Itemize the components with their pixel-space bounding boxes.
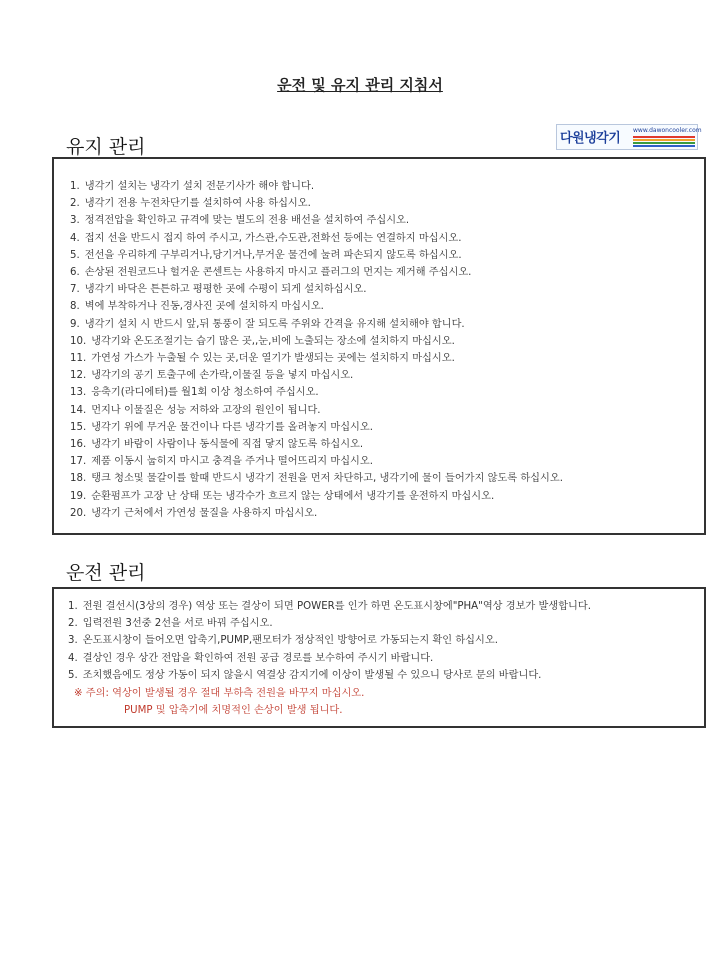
item-text: 먼지나 이물질은 성능 저하와 고장의 원인이 됩니다. xyxy=(91,404,321,416)
item-number: 18. xyxy=(70,473,87,485)
list-item xyxy=(70,470,563,487)
list-item xyxy=(70,333,563,350)
list-item xyxy=(70,247,563,264)
company-logo xyxy=(556,124,702,150)
item-number: 4. xyxy=(70,232,80,244)
item-text: 결상인 경우 상간 전압을 확인하여 전원 공급 경로를 보수하여 주시기 바랍니다. xyxy=(82,652,434,664)
item-number: 14. xyxy=(70,404,87,416)
item-text: 정격전압을 확인하고 규격에 맞는 별도의 전용 배선을 설치하여 주십시오. xyxy=(84,215,410,227)
list-item xyxy=(68,632,591,649)
item-number: 1. xyxy=(70,181,80,192)
list-item xyxy=(68,667,591,684)
operation-box xyxy=(52,587,706,728)
warning-text: PUMP 및 압축기에 치명적인 손상이 발생 됩니다. xyxy=(124,705,343,716)
item-text: 입력전원 3선중 2선을 서로 바꿔 주십시오. xyxy=(82,618,273,630)
item-number: 13. xyxy=(70,387,87,399)
item-number: 7. xyxy=(70,284,80,296)
list-item xyxy=(70,453,563,470)
item-text: 냉각기 바닥은 튼튼하고 평평한 곳에 수평이 되게 설치하십시오. xyxy=(84,284,367,296)
item-number: 17. xyxy=(70,456,87,468)
warning-text: ※ 주의: 역상이 발생될 경우 절대 부하측 전원을 바꾸지 마십시오. xyxy=(74,688,365,699)
list-item xyxy=(70,505,563,522)
item-text: 제품 이동시 눕히지 마시고 충격을 주거나 떨어뜨리지 마십시오. xyxy=(91,456,373,468)
list-item xyxy=(70,384,563,401)
list-item xyxy=(70,298,563,315)
list-item xyxy=(70,316,563,333)
logo-stripe xyxy=(633,142,695,144)
list-item xyxy=(70,419,563,436)
list-item xyxy=(70,488,563,505)
list-item xyxy=(68,650,591,667)
document-title: 운전 및 유지 관리 지침서 xyxy=(277,76,443,94)
list-item xyxy=(70,212,563,229)
list-item xyxy=(70,178,563,195)
logo-stripe xyxy=(633,145,695,147)
operation-heading: 운전 관리 xyxy=(66,562,146,584)
list-item xyxy=(70,195,563,212)
item-text: 냉각기 설치 시 반드시 앞,뒤 통풍이 잘 되도록 주위와 간격을 유지해 설치해야 합니다. xyxy=(84,318,465,330)
item-number: 20. xyxy=(70,507,87,519)
list-item xyxy=(68,615,591,632)
item-number: 4. xyxy=(68,652,78,664)
logo-stripe xyxy=(633,136,695,138)
item-text: 전원 결선시(3상의 경우) 역상 또는 결상이 되면 POWER를 인가 하면 온도표시창에"PHA"역상 경보가 발생합니다. xyxy=(82,601,591,612)
item-text: 냉각기 전용 누전차단기를 설치하여 사용 하십시오. xyxy=(84,198,311,210)
maintenance-heading: 유지 관리 xyxy=(66,136,146,158)
item-text: 탱크 청소및 물갈이를 할때 반드시 냉각기 전원을 먼저 차단하고, 냉각기에 물이 들어가지 않도록 하십시오. xyxy=(91,473,563,485)
list-item xyxy=(70,230,563,247)
item-text: 조치했음에도 정상 가동이 되지 않을시 역결상 감지기에 이상이 발생될 수 있으니 당사로 문의 바랍니다. xyxy=(82,669,542,681)
item-number: 6. xyxy=(70,267,80,279)
item-text: 냉각기 근처에서 가연성 물질을 사용하지 마십시오. xyxy=(91,507,318,519)
item-text: 냉각기와 온도조절기는 습기 많은 곳,,눈,비에 노출되는 장소에 설치하지 마십시오. xyxy=(91,335,455,347)
item-number: 1. xyxy=(68,601,78,612)
item-text: 냉각기 위에 무거운 물건이나 다른 냉각기를 올려놓지 마십시오. xyxy=(91,421,373,433)
logo-name: 다원냉각기 xyxy=(560,131,621,146)
item-text: 전선을 우리하게 구부리거나,당기거나,무거운 물건에 눌려 파손되지 않도록 하십시오. xyxy=(84,249,462,261)
item-number: 12. xyxy=(70,370,87,382)
item-number: 5. xyxy=(70,249,80,261)
item-number: 3. xyxy=(68,635,78,647)
list-item xyxy=(70,367,563,384)
item-number: 2. xyxy=(68,618,78,630)
item-text: 냉각기 설치는 냉각기 설치 전문기사가 해야 합니다. xyxy=(84,181,315,192)
item-number: 8. xyxy=(70,301,80,313)
item-text: 가연성 가스가 누출될 수 있는 곳,더운 열기가 발생되는 곳에는 설치하지 마십시오. xyxy=(91,353,455,365)
item-text: 접지 선을 반드시 접지 하여 주시고, 가스관,수도관,전화선 등에는 연결하지 마십시오. xyxy=(84,232,462,244)
item-number: 16. xyxy=(70,439,87,451)
item-text: 순환펌프가 고장 난 상태 또는 냉각수가 흐르지 않는 상태에서 냉각기를 운전하지 마십시오. xyxy=(91,490,495,502)
logo-stripe xyxy=(633,139,695,141)
maintenance-box xyxy=(52,157,706,535)
item-text: 냉각기의 공기 토출구에 손가락,이물질 등을 넣지 마십시오. xyxy=(91,370,354,382)
list-item xyxy=(70,281,563,298)
list-item xyxy=(70,402,563,419)
item-text: 손상된 전원코드나 헐거운 콘센트는 사용하지 마시고 플러그의 먼지는 제거해 주십시오. xyxy=(84,267,472,279)
item-number: 5. xyxy=(68,669,78,681)
maintenance-list xyxy=(70,178,563,522)
item-number: 10. xyxy=(70,335,87,347)
item-text: 온도표시창이 들어오면 압축기,PUMP,팬모터가 정상적인 방향어로 가동되는지 확인 하십시오. xyxy=(82,635,498,647)
item-number: 3. xyxy=(70,215,80,227)
item-text: 냉각기 바람이 사람이나 동식물에 직접 닿지 않도록 하십시오. xyxy=(91,439,364,451)
item-number: 15. xyxy=(70,421,87,433)
item-number: 11. xyxy=(70,353,87,365)
item-number: 9. xyxy=(70,318,80,330)
logo-url: www.dawoncooler.com xyxy=(633,127,702,134)
list-item xyxy=(70,350,563,367)
list-item xyxy=(68,598,591,615)
operation-list xyxy=(68,598,591,684)
item-text: 벽에 부착하거나 진동,경사진 곳에 설치하지 마십시오. xyxy=(84,301,324,313)
item-number: 2. xyxy=(70,198,80,210)
item-number: 19. xyxy=(70,490,87,502)
list-item xyxy=(70,264,563,281)
list-item xyxy=(70,436,563,453)
item-text: 응축기(라디에터)를 월1회 이상 청소하여 주십시오. xyxy=(91,387,319,399)
